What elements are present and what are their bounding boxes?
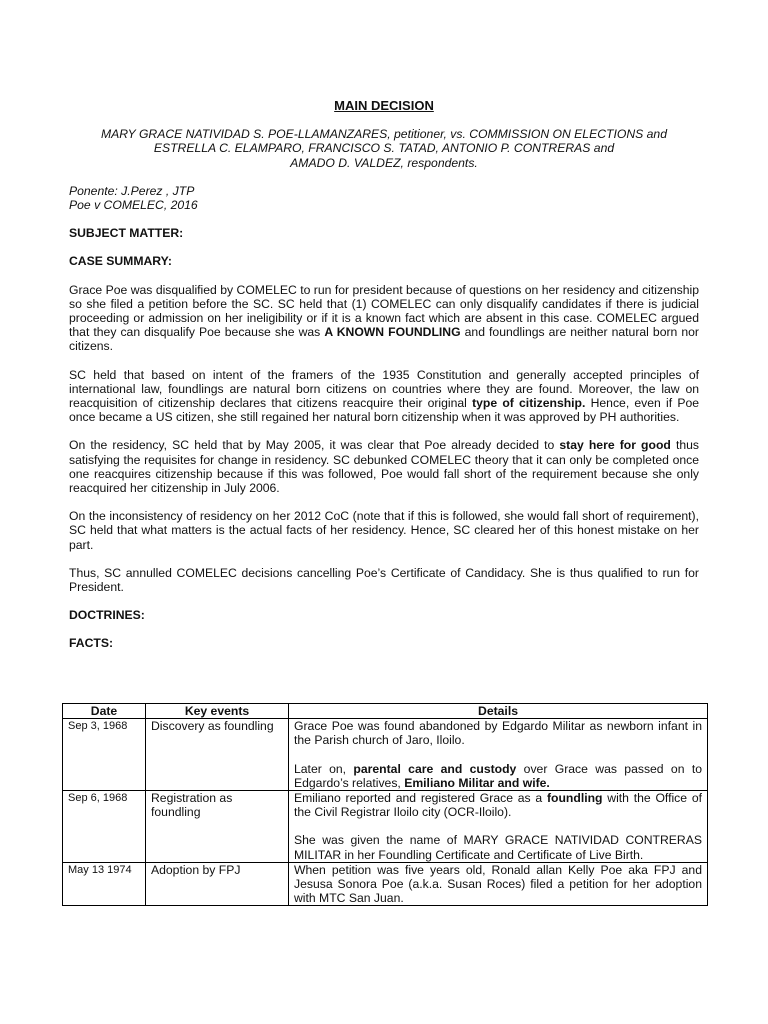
details-cell bbox=[289, 791, 708, 863]
table-header-row bbox=[63, 704, 708, 719]
details-cell bbox=[289, 719, 708, 791]
emphasis: Emiliano Militar and wife. bbox=[404, 775, 550, 790]
date-cell: May 13 1974 bbox=[63, 862, 146, 906]
heading-doctrines: DOCTRINES: bbox=[69, 608, 145, 623]
parties-line: ESTRELLA C. ELAMPARO, FRANCISCO S. TATAD, ANTONIO P. CONTRERAS and bbox=[153, 141, 615, 156]
parties-line: MARY GRACE NATIVIDAD S. POE-LLAMANZARES, petitioner, vs. COMMISSION ON ELECTIONS and bbox=[101, 127, 667, 142]
summary-paragraph: On the inconsistency of residency on her 2012 CoC (note that if this is followed, she would fall short of requirement), SC held that what matters is the actual facts of her residency. Hence, SC cleared her of this honest mistake on her part. bbox=[69, 509, 699, 552]
heading-subject-matter: SUBJECT MATTER: bbox=[69, 226, 184, 241]
details-paragraph: Later on, parental care and custody over Grace was passed on to Edgardo’s relatives, Emiliano Militar and wife. bbox=[294, 761, 702, 790]
details-paragraph: She was given the name of MARY GRACE NATIVIDAD CONTRERAS MILITAR in her Foundling Certificate and Certificate of Live Birth. bbox=[294, 833, 702, 862]
facts-table bbox=[62, 703, 708, 906]
table-row bbox=[63, 719, 708, 791]
table-row bbox=[63, 791, 708, 863]
emphasis: parental care and custody bbox=[353, 761, 517, 776]
heading-case-summary: CASE SUMMARY: bbox=[69, 254, 172, 269]
details-cell bbox=[289, 862, 708, 906]
key-event-cell: Discovery as foundling bbox=[146, 719, 289, 791]
page-title: MAIN DECISION bbox=[334, 98, 434, 113]
column-header-key-events: Key events bbox=[146, 704, 289, 719]
details-paragraph: Emiliano reported and registered Grace as a foundling with the Office of the Civil Registrar Iloilo city (OCR-Iloilo). bbox=[294, 791, 703, 820]
summary-paragraph: Grace Poe was disqualified by COMELEC to run for president because of questions on her residency and citizenship so she filed a petition before the SC. SC held that (1) COMELEC can only disqualify candidates if there is judicial proceeding or admission on her ineligibility or if it is a known fact which are absent in this case. COMELEC argued that they can disqualify Poe because she was A KNOWN FOUNDLING and foundlings are neither natural born nor citizens. bbox=[69, 282, 699, 354]
date-cell: Sep 3, 1968 bbox=[63, 719, 146, 791]
key-event-cell: Registration as foundling bbox=[146, 791, 289, 863]
date-cell: Sep 6, 1968 bbox=[63, 791, 146, 863]
emphasis: type of citizenship. bbox=[472, 396, 586, 411]
column-header-date: Date bbox=[63, 704, 146, 719]
summary-paragraph: Thus, SC annulled COMELEC decisions cancelling Poe’s Certificate of Candidacy. She is thus qualified to run for President. bbox=[69, 565, 699, 595]
emphasis: stay here for good bbox=[559, 438, 671, 453]
emphasis: A KNOWN FOUNDLING bbox=[324, 325, 461, 340]
details-paragraph: Grace Poe was found abandoned by Edgardo Militar as newborn infant in the Parish church of Jaro, Iloilo. bbox=[294, 719, 702, 748]
key-event-cell: Adoption by FPJ bbox=[146, 862, 289, 906]
emphasis: foundling bbox=[546, 791, 603, 806]
case-reference: Poe v COMELEC, 2016 bbox=[69, 198, 198, 213]
document-body bbox=[69, 99, 699, 665]
summary-paragraph: On the residency, SC held that by May 2005, it was clear that Poe already decided to stay here for good thus satisfying the requisites for change in residency. SC debunked COMELEC theory that it can only be completed once one reacquires citizenship because if this was followed, Poe would fall short of the requirement because she only reacquired her citizenship in July 2006. bbox=[69, 438, 699, 496]
case-meta bbox=[69, 184, 699, 212]
parties-line: AMADO D. VALDEZ, respondents. bbox=[290, 155, 478, 170]
heading-facts: FACTS: bbox=[69, 636, 114, 651]
column-header-details: Details bbox=[289, 704, 708, 719]
ponente: Ponente: J.Perez , JTP bbox=[69, 183, 195, 198]
details-paragraph: When petition was five years old, Ronald allan Kelly Poe aka FPJ and Jesusa Sonora Poe (a.k.a. Susan Roces) filed a petition for her adoption with MTC San Juan. bbox=[294, 862, 702, 906]
case-parties bbox=[69, 127, 699, 170]
summary-paragraph: SC held that based on intent of the framers of the 1935 Constitution and generally accepted principles of international law, foundlings are natural born citizens on countries where they are found. Moreover, the law on reacquisition of citizenship declares that citizens reacquire their original type of citizenship. Hence, even if Poe once became a US citizen, she still regained her natural born citizenship when it was approved by PH authorities. bbox=[69, 367, 700, 425]
table-row bbox=[63, 862, 708, 906]
